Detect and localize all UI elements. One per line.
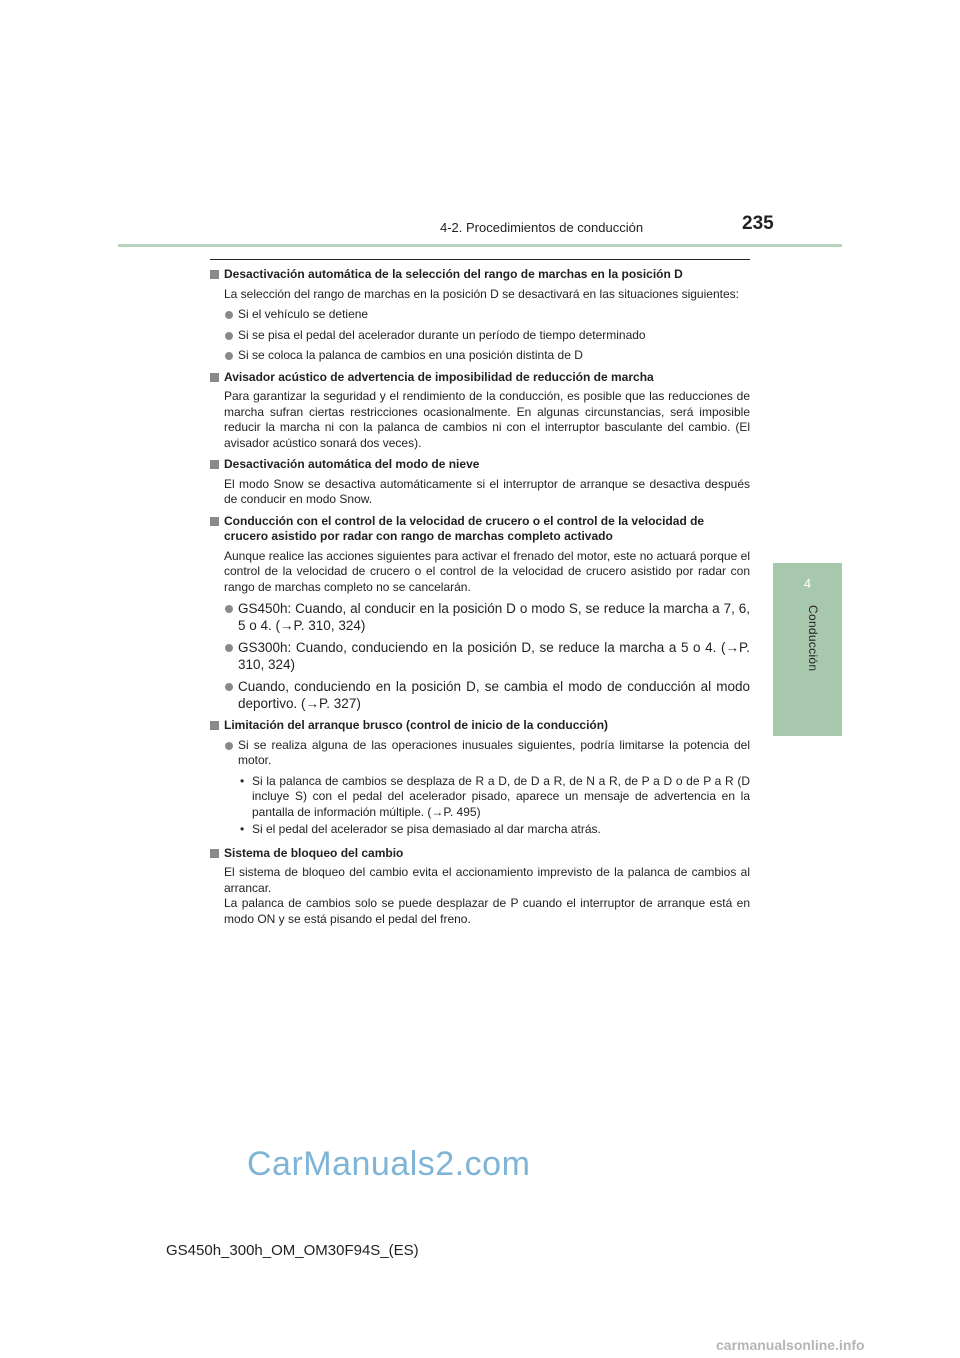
site-watermark: carmanualsonline.info — [716, 1337, 865, 1353]
section-body: La palanca de cambios solo se puede desplazar de P cuando el interruptor de arranque está en modo ON y se está pisando el pedal del freno. — [224, 896, 750, 926]
content-divider — [210, 259, 750, 260]
square-bullet-icon — [210, 721, 219, 730]
circle-bullet-icon — [225, 332, 233, 340]
list-item: GS450h: Cuando, al conducir en la posición D o modo S, se reduce la marcha a 7, 6, 5 o 4. (→P. 310, 324) — [210, 600, 750, 634]
list-item: Si se realiza alguna de las operaciones inusuales siguientes, podría limitarse la potencia del motor. — [210, 738, 750, 769]
circle-bullet-icon — [225, 742, 233, 750]
section-downshift-buzzer — [210, 370, 750, 452]
square-bullet-icon — [210, 460, 219, 469]
small-bullet-icon: • — [240, 773, 245, 788]
section-snow-mode — [210, 457, 750, 508]
circle-bullet-icon — [225, 352, 233, 360]
section-title: Limitación del arranque brusco (control de inicio de la conducción) — [210, 718, 750, 734]
circle-bullet-icon — [225, 683, 233, 691]
section-title: Sistema de bloqueo del cambio — [210, 846, 750, 862]
section-title: Desactivación automática de la selección del rango de marchas en la posición D — [210, 267, 750, 283]
square-bullet-icon — [210, 849, 219, 858]
circle-bullet-icon — [225, 311, 233, 319]
chapter-tab-label: Conducción — [806, 605, 820, 672]
section-shift-lock — [210, 846, 750, 928]
list-item: Cuando, conduciendo en la posición D, se cambia el modo de conducción al modo deportivo. (→P. 327) — [210, 678, 750, 712]
section-launch-control — [210, 718, 750, 838]
header-divider — [118, 244, 842, 247]
sub-list-item: • Si el pedal del acelerador se pisa demasiado al dar marcha atrás. — [240, 822, 601, 836]
section-title: Avisador acústico de advertencia de imposibilidad de reducción de marcha — [210, 370, 750, 386]
list-item: Si se coloca la palanca de cambios en una posición distinta de D — [210, 348, 750, 364]
list-item: GS300h: Cuando, conduciendo en la posición D, se reduce la marcha a 5 o 4. (→P. 310, 324) — [210, 639, 750, 673]
header-section-title: 4-2. Procedimientos de conducción — [440, 220, 644, 235]
circle-bullet-icon — [225, 644, 233, 652]
list-item: Si el vehículo se detiene — [210, 307, 750, 323]
section-body: Aunque realice las acciones siguientes para activar el frenado del motor, este no actuará porque el control de la velocidad de crucero o el control de la velocidad de crucero asistido por radar con rango de marchas completo no se cancelarán. — [224, 548, 750, 594]
section-title: Desactivación automática del modo de nieve — [210, 457, 750, 473]
section-cruise-control — [210, 514, 750, 713]
document-code: GS450h_300h_OM_OM30F94S_(ES) — [166, 1242, 419, 1259]
list-item: Si se pisa el pedal del acelerador durante un período de tiempo determinado — [210, 328, 750, 344]
section-title: Conducción con el control de la velocidad de crucero o el control de la velocidad de crucero asistido por radar con rango de marchas completo activado — [210, 514, 750, 545]
circle-bullet-icon — [225, 605, 233, 613]
chapter-tab-number: 4 — [803, 576, 812, 591]
small-bullet-icon: • — [240, 822, 245, 836]
section-body: La selección del rango de marchas en la posición D se desactivará en las situaciones siguientes: — [224, 286, 739, 301]
section-body: El modo Snow se desactiva automáticamente si el interruptor de arranque se desactiva después de conducir en modo Snow. — [224, 476, 750, 506]
square-bullet-icon — [210, 270, 219, 279]
square-bullet-icon — [210, 373, 219, 382]
page-content — [210, 267, 750, 933]
section-gear-range-deactivation — [210, 267, 750, 364]
page-number: 235 — [742, 213, 774, 234]
square-bullet-icon — [210, 517, 219, 526]
sub-list-item: • Si la palanca de cambios se desplaza de R a D, de D a R, de N a R, de P a D o de P a R (D incluye S) con el pedal del acelerador pisado, aparece un mensaje de advertencia en la pantalla de información múltiple. (→P. 495) — [240, 773, 750, 819]
section-body: El sistema de bloqueo del cambio evita el accionamiento imprevisto de la palanca de cambios al arrancar. — [224, 865, 750, 895]
watermark-logo: CarManuals2.com — [247, 1145, 531, 1183]
section-body: Para garantizar la seguridad y el rendimiento de la conducción, es posible que las reducciones de marcha sufran ciertas restricciones ocasionalmente. En algunas circunstancias, será imposible reducir la marcha ni con la palanca de cambios ni con el interruptor basculante del cambio. (El avisador acústico sonará dos veces). — [224, 389, 750, 450]
